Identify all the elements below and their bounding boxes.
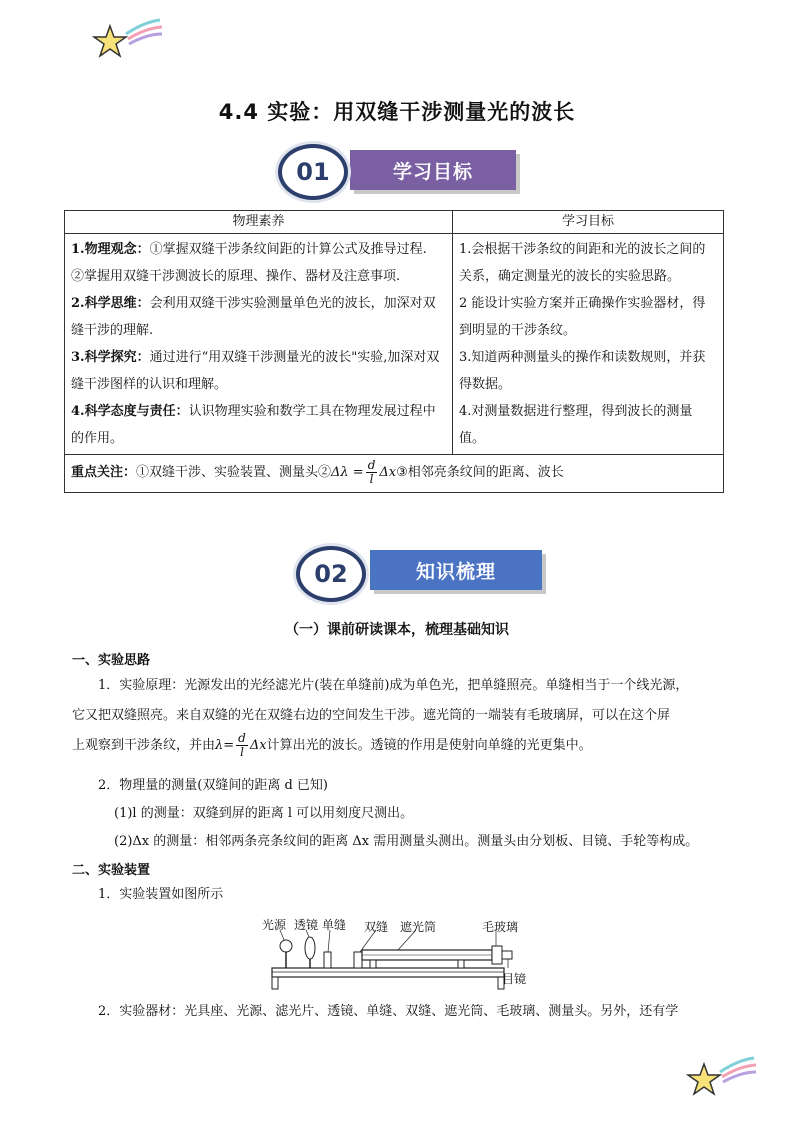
literacy-cell: 1.物理观念：①掌握双缝干涉条纹间距的计算公式及推导过程. ②掌握用双缝干涉测波长的原理、操作、器材及注意事项. 2.科学思维：会利用双缝干涉实验测量单色光的波长，加深对双缝干涉的理解. 3.科学探究：通过进行“用双缝干涉测量光的波长"实验,加深对双缝干涉图样的认识和理解。 4.科学态度与责任：认识物理实验和数学工具在物理发展过程中的作用。 [65, 234, 453, 455]
paragraph-measure-dx: (2)Δx 的测量：相邻两条亮条纹间的距离 Δx 需用测量头测出。测量头由分划板、目镜、手轮等构成。 [114, 834, 699, 849]
badge-number: 01 [278, 144, 348, 200]
label-eyepiece: 目镜 [502, 972, 527, 986]
label-tube: 遮光筒 [400, 920, 437, 934]
subheading: （一）课前研读课本，梳理基础知识 [285, 622, 509, 638]
badge-label: 知识梳理 [370, 550, 542, 590]
paragraph-measure-l: (1)l 的测量：双缝到屏的距离 l 可以用刻度尺测出。 [114, 806, 414, 821]
page-title: 4.4 实验：用双缝干涉测量光的波长 [218, 100, 576, 124]
badge-label: 学习目标 [350, 150, 516, 190]
section-heading: 一、实验思路 [72, 653, 151, 668]
section-badge-knowledge [294, 546, 554, 602]
shooting-star-icon [92, 14, 164, 62]
paragraph-setup: 1．实验装置如图所示 [98, 887, 224, 902]
paragraph-equipment: 2．实验器材：光具座、光源、滤光片、透镜、单缝、双缝、遮光筒、毛玻璃、测量头。另外，还有学 [98, 1004, 679, 1019]
label-double-slit: 双缝 [364, 920, 389, 934]
apparatus-diagram [258, 916, 538, 994]
fraction: $\frac{d}{l}$ [238, 731, 246, 759]
paragraph-principle: 1．实验原理：光源发出的光经滤光片(装在单缝前)成为单色光，把单缝照亮。单缝相当于一个线光源， 它又把双缝照亮。来自双缝的光在双缝右边的空间发生干涉。遮光筒的一端装有毛玻璃屏，可以在这个屏 上观察到干涉条纹，并由λ= $\frac{d}{l}$ Δx计算出光的波长。透镜的作用是使射向单缝的光更集中。 [72, 678, 689, 759]
badge-number: 02 [296, 546, 366, 602]
goals-cell: 1.会根据干涉条纹的间距和光的波长之间的关系，确定测量光的波长的实验思路。 2 能设计实验方案并正确操作实验器材，得到明显的干涉条纹。 3.知道两种测量头的操作和读数规则，并获得数据。 4.对测量数据进行整理，得到波长的测量值。 [453, 234, 724, 455]
label-single-slit: 单缝 [322, 918, 347, 932]
focus-row: 重点关注：①双缝干涉、实验装置、测量头②Δλ = $\frac{d}{l}$ Δx③相邻亮条纹间的距离、波长 [65, 455, 724, 493]
fraction: $\frac{d}{l}$ [367, 458, 376, 486]
table-header-goals: 学习目标 [453, 211, 724, 234]
section-badge-goals [276, 144, 526, 200]
shooting-star-icon [686, 1052, 758, 1100]
label-light-source: 光源 [262, 918, 287, 932]
label-lens: 透镜 [294, 918, 319, 932]
goals-table [64, 210, 724, 493]
section-heading: 二、实验装置 [72, 863, 151, 878]
paragraph-measure: 2．物理量的测量(双缝间的距离 d 已知) [98, 778, 329, 793]
table-header-literacy: 物理素养 [65, 211, 453, 234]
label-glass: 毛玻璃 [482, 920, 519, 934]
